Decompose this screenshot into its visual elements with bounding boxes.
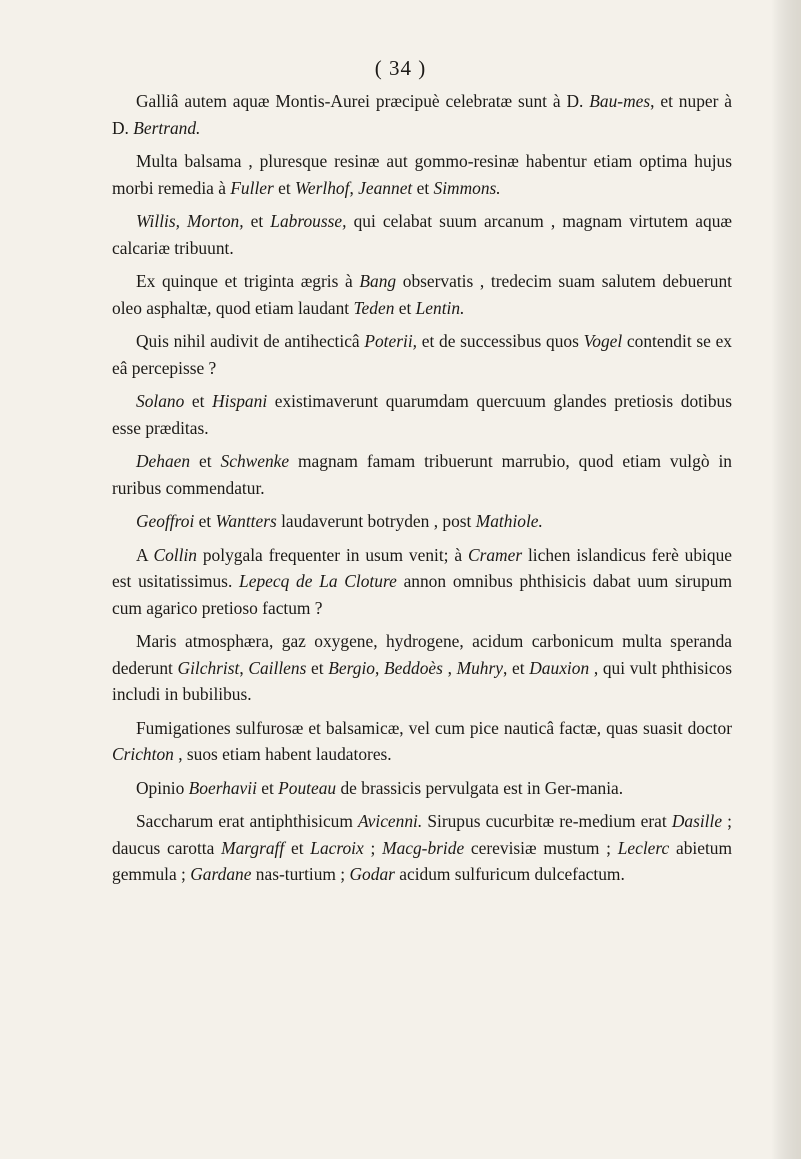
text-run: magnam famam tribuerunt marrubio, quod etiam vulgò in ruribus commendatur.: [112, 451, 732, 498]
text-run: cerevisiæ mustum ;: [464, 837, 618, 858]
text-run: observatis , tredecim suam salutem debuerunt oleo asphaltæ, quod etiam laudant: [112, 271, 732, 318]
text-run: polygala frequenter in usum venit; à: [196, 544, 468, 565]
italic-name: Boerhavii: [188, 777, 257, 798]
text-run: Opinio: [136, 777, 189, 798]
italic-name: Hispani: [212, 391, 268, 411]
text-run: et: [190, 451, 221, 471]
italic-name: Dauxion: [529, 657, 590, 678]
paragraph: [112, 388, 732, 441]
italic-name: Collin: [153, 544, 197, 565]
paragraph: [112, 775, 732, 802]
italic-name: Lacroix: [310, 837, 364, 858]
paragraph: [112, 328, 732, 381]
text-run: et: [194, 511, 216, 531]
paragraph: [112, 88, 732, 141]
italic-name: Teden: [353, 297, 395, 318]
italic-name: Lentin.: [415, 297, 465, 318]
italic-name: Bertrand.: [133, 117, 201, 138]
italic-name: Godar: [349, 864, 395, 884]
text-run: , suos etiam habent laudatores.: [173, 744, 392, 764]
text-run: Fumigationes sulfurosæ et balsamicæ, vel cum pice nauticâ factæ, quas suasit doctor: [136, 717, 732, 738]
paragraph: [112, 208, 732, 261]
paragraph: [112, 808, 732, 888]
italic-name: Mathiole.: [475, 511, 543, 531]
italic-name: Simmons.: [433, 177, 501, 198]
paragraph: [112, 268, 732, 321]
text-run: ,: [442, 657, 457, 678]
text-run: Galliâ autem aquæ Montis-Aurei præcipuè celebratæ sunt à D.: [136, 91, 590, 111]
italic-name: Bau-mes: [589, 91, 651, 111]
italic-name: Lepecq de La Cloture: [239, 571, 397, 591]
italic-name: Bang: [359, 271, 397, 291]
italic-name: Macg-bride: [382, 837, 465, 858]
italic-name: Leclerc: [617, 837, 670, 858]
text-run: A: [136, 544, 154, 565]
text-run: nas-turtium ;: [251, 864, 350, 884]
italic-name: Labrousse,: [270, 211, 347, 231]
text-run: et: [184, 391, 213, 411]
text-run: ,: [239, 657, 249, 678]
text-run: lichen islandicus ferè ubique est usitatissimus.: [112, 544, 732, 591]
text-run: de brassicis pervulgata est in Ger-mania.: [336, 777, 624, 798]
text-run: , et: [503, 657, 530, 678]
italic-name: Poterii,: [364, 331, 418, 351]
text-run: annon omnibus phthisicis dabat uum sirupum cum agarico pretioso factum ?: [112, 571, 732, 618]
italic-name: Avicenni.: [357, 811, 423, 831]
italic-name: Bergio: [328, 657, 375, 678]
text-run: ; daucus carotta: [112, 811, 732, 858]
paragraph: [112, 448, 732, 501]
italic-name: Wantters: [215, 511, 277, 531]
italic-name: Dehaen: [136, 451, 191, 471]
text-run: qui celabat suum arcanum , magnam virtutem aquæ calcariæ tribuunt.: [112, 211, 732, 258]
text-run: et: [306, 657, 329, 678]
text-run: et: [273, 177, 296, 198]
text-run: et de successibus quos: [417, 331, 584, 351]
italic-name: Vogel: [583, 331, 623, 351]
italic-name: Beddoès: [384, 657, 443, 678]
text-run: et: [284, 837, 311, 858]
italic-name: Fuller: [230, 177, 274, 198]
italic-name: Pouteau: [278, 777, 337, 798]
text-run: , qui vult phthisicos includi in bubilibus.: [112, 657, 733, 704]
italic-name: Muhry: [456, 657, 503, 678]
text-run: et: [256, 777, 279, 798]
italic-name: Crichton: [112, 744, 174, 764]
italic-name: Geoffroi: [136, 511, 195, 531]
text-run: ,: [349, 177, 359, 198]
italic-name: Margraff: [221, 837, 285, 858]
paragraph: [112, 628, 732, 708]
text-run: Sirupus cucurbitæ re-medium erat: [422, 811, 672, 831]
text-run: Quis nihil audivit de antihecticâ: [136, 331, 365, 351]
italic-name: Dasille: [671, 811, 723, 831]
paragraph: [112, 508, 732, 535]
text-run: , et nuper à D.: [112, 91, 732, 138]
italic-name: Willis, Morton,: [136, 211, 244, 231]
text-run: abietum gemmula ;: [112, 837, 732, 884]
text-run: Ex quinque et triginta ægris à: [136, 271, 360, 291]
text-run: et: [243, 211, 271, 231]
text-run: ,: [374, 657, 384, 678]
text-run: laudaverunt botryden , post: [276, 511, 476, 531]
text-run: et: [394, 297, 416, 318]
text-run: contendit se ex eâ percepisse ?: [112, 331, 732, 378]
italic-name: Werlhof: [295, 177, 350, 198]
text-run: Multa balsama , pluresque resinæ aut gommo-resinæ habentur etiam optima hujus morbi remedia à: [112, 151, 732, 198]
text-run: Maris atmosphæra, gaz oxygene, hydrogene, acidum carbonicum multa speranda dederunt: [112, 631, 732, 678]
italic-name: Jeannet: [358, 177, 413, 198]
paragraph: [112, 542, 732, 622]
text-run: existimaverunt quarumdam quercuum glandes pretiosis dotibus esse præditas.: [112, 391, 732, 438]
paragraph: [112, 715, 732, 768]
body-text: [112, 88, 732, 895]
italic-name: Solano: [136, 391, 185, 411]
italic-name: Caillens: [248, 657, 307, 678]
italic-name: Gilchrist: [177, 657, 240, 678]
text-run: acidum sulfuricum dulcefactum.: [394, 864, 625, 884]
text-run: Saccharum erat antiphthisicum: [136, 811, 358, 831]
italic-name: Cramer: [467, 544, 523, 565]
italic-name: Gardane: [190, 864, 252, 884]
text-run: et: [412, 177, 434, 198]
page-number: ( 34 ): [374, 56, 427, 80]
text-run: ;: [363, 837, 383, 858]
italic-name: Schwenke: [220, 451, 290, 471]
paragraph: [112, 148, 732, 201]
